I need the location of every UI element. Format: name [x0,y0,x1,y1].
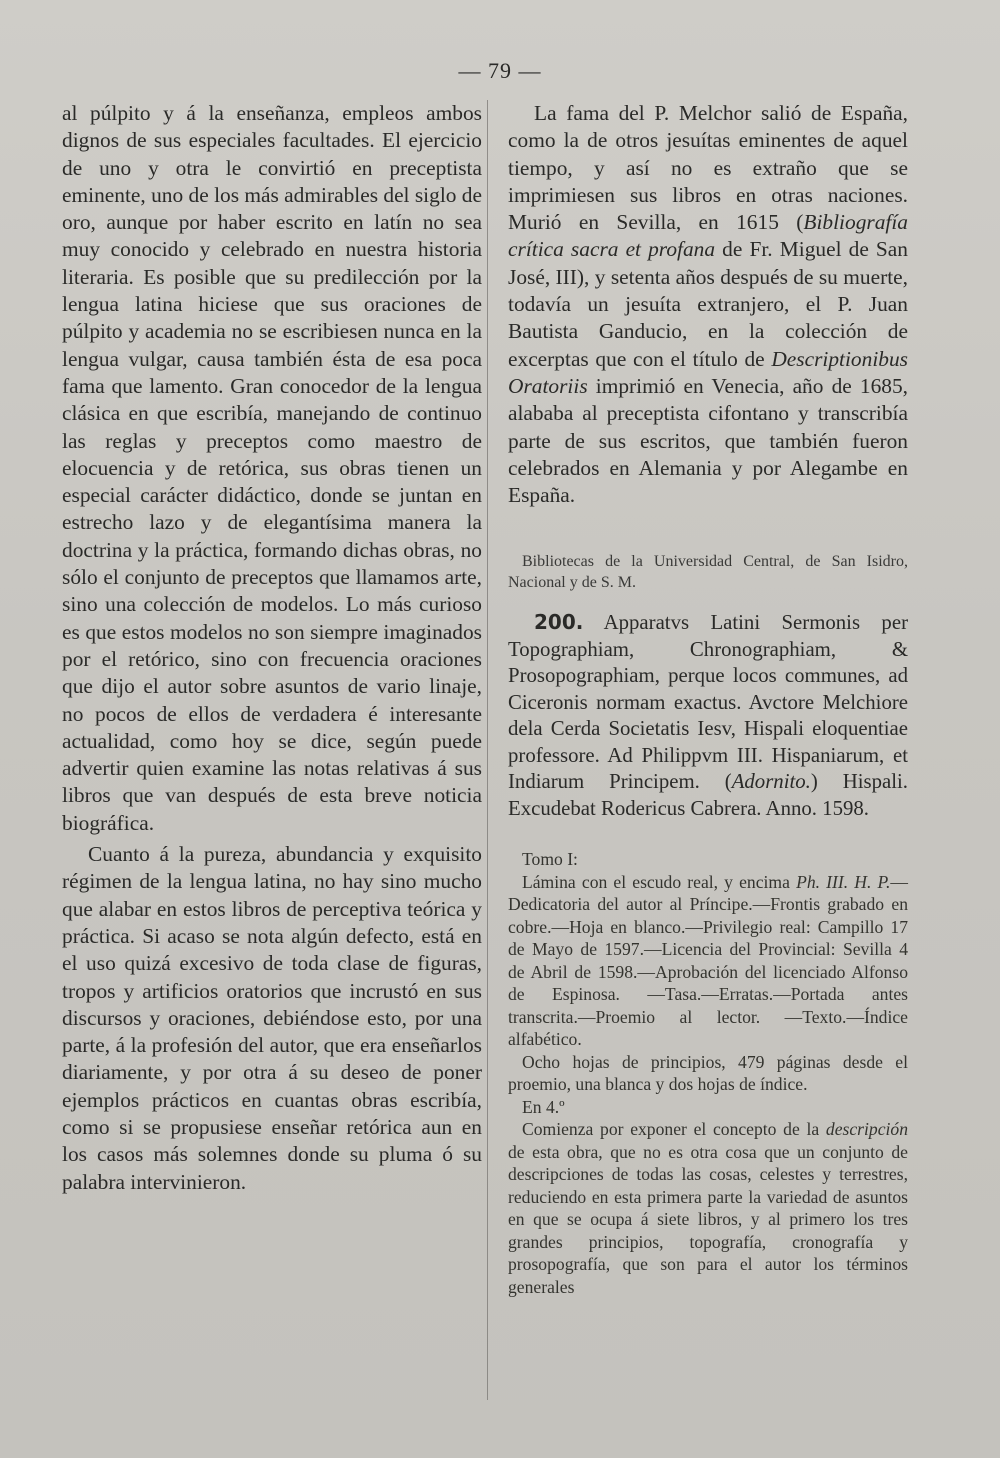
text-run: Apparatvs Latini Sermonis per Topographiam, Chronographiam, & Prosopographiam, perque locos communes, ad Ciceronis normam exactus. Avctore Melchiore dela Cerda Societatis Iesv, Hispali eloquentiae professore. Ad Philippvm III. Hispaniarum, et Indiarum Principem. ( [508,611,908,794]
italic-note: Ph. III. H. P. [796,871,891,892]
entry-description [508,848,908,1298]
page-count: Ocho hojas de principios, 479 páginas desde el proemio, una blanca y dos hojas de índice. [508,1051,908,1095]
right-paragraph-1 [508,100,908,509]
text-run: La fama del P. Melchor salió de España, como la de otros jesuítas eminentes de aquel tiempo, y así no es extraño que se imprimiesen sus libros en otras naciones. Murió en Sevilla, en 1615 ( [508,101,908,235]
text-run: de Fr. Miguel de San José, III), y setenta años después de su muerte, todavía un jesuíta extranjero, el P. Juan Bautista Ganducio, en la colección de excerptas que con el título de [508,237,908,371]
left-column [62,100,482,1196]
page-number: — 79 — [458,58,542,83]
text-run: —Dedicatoria del autor al Príncipe.—Frontis grabado en cobre.—Hoja en blanco.—Privilegio real: Campillo 17 de Mayo de 1597.—Licencia del Provincial: Sevilla 4 de Abril de 1598.—Aprobación del licenciado Alfonso de Espinosa. —Tasa.—Erratas.—Portada antes transcrita.—Proemio al lector. —Texto.—Índice alfabético. [508,871,909,1050]
text-run: imprimió en Venecia, año de 1685, alababa al preceptista cifontano y transcribía parte de sus escritos, que también fueron celebrados en Alemania y por Alegambe en España. [508,373,908,508]
left-paragraph-1: al púlpito y á la enseñanza, empleos ambos dignos de sus especiales facultades. El ejercicio de uno y otra le convirtió en preceptista eminente, uno de los más admirables del siglo de oro, aunque por haber escrito en latín no sea muy conocido y celebrado en nuestra historia literaria. Es posible que su predilección por la lengua latina hiciese que sus oraciones de púlpito y academia no se escribiesen nunca en la lengua vulgar, causa también ésta de esa poca fama que lamento. Gran conocedor de la lengua clásica en que escribía, manejando de continuo las reglas y preceptos como maestro de elocuencia y de retórica, sus obras tienen un especial carácter didáctico, donde se juntan en estrecho lazo y de elegantísima manera la doctrina y la práctica, formando dichas obras, no sólo el conjunto de preceptos que llamamos arte, sino una colección de modelos. Lo más curioso es que estos modelos no son siempre imaginados por el retórico, sino con frecuencia oraciones que dijo el autor sobre asuntos de vario linaje, no pocos de ellos de verdadera é interesante actualidad, como hoy se dice, según puede advertir quien examine las notas relativas á sus libros que van después de esta breve noticia biográfica. [62,101,482,835]
library-note: Bibliotecas de la Universidad Central, de San Isidro, Nacional y de S. M. [508,553,908,592]
italic-term: descripción [825,1119,908,1140]
right-column [508,100,908,1298]
summary-paragraph [508,1118,908,1298]
bibliography-entry [508,609,908,822]
entry-number: 200. [534,610,584,635]
italic-title: Bibliografía crítica sacra et profana [508,210,908,262]
column-divider [487,100,488,1400]
text-run: ) Hispali. Excudebat Rodericus Cabrera. Anno. 1598. [508,770,908,820]
contents-list [508,871,908,1051]
format-note: En 4.º [522,1096,565,1117]
volume-label: Tomo I: [522,849,578,870]
text-run: de esta obra, que no es otra cosa que un conjunto de descripciones de todas las cosas, celestes y terrestres, reduciendo en esta primera parte la variedad de asuntos en que se ocupa á siete libros, y al primero los tres grandes principios, topografía, cronografía y prosopografía, que son para el autor los términos generales [508,1141,908,1297]
text-run: Lámina con el escudo real, y encima [522,871,797,892]
italic-note: Adornito. [731,770,811,794]
text-run: Comienza por exponer el concepto de la [522,1119,826,1140]
left-paragraph-2: Cuanto á la pureza, abundancia y exquisito régimen de la lengua latina, no hay sino mucho que alabar en estos libros de perceptiva teórica y práctica. Si acaso se nota algún defecto, está en el uso quizá excesivo de toda clase de figuras, tropos y artificios oratorios que incrustó en sus discursos y oraciones, debiéndose esto, por una parte, á la profesión del autor, que era enseñarlos diariamente, y por otra á su deseo de poner ejemplos prácticos en cuantas obras escribía, como si se propusiese enseñar retórica aun en los casos más solemnes donde su pluma ó su palabra intervinieron. [62,842,482,1194]
italic-title: Descriptionibus Oratoriis [508,346,908,398]
